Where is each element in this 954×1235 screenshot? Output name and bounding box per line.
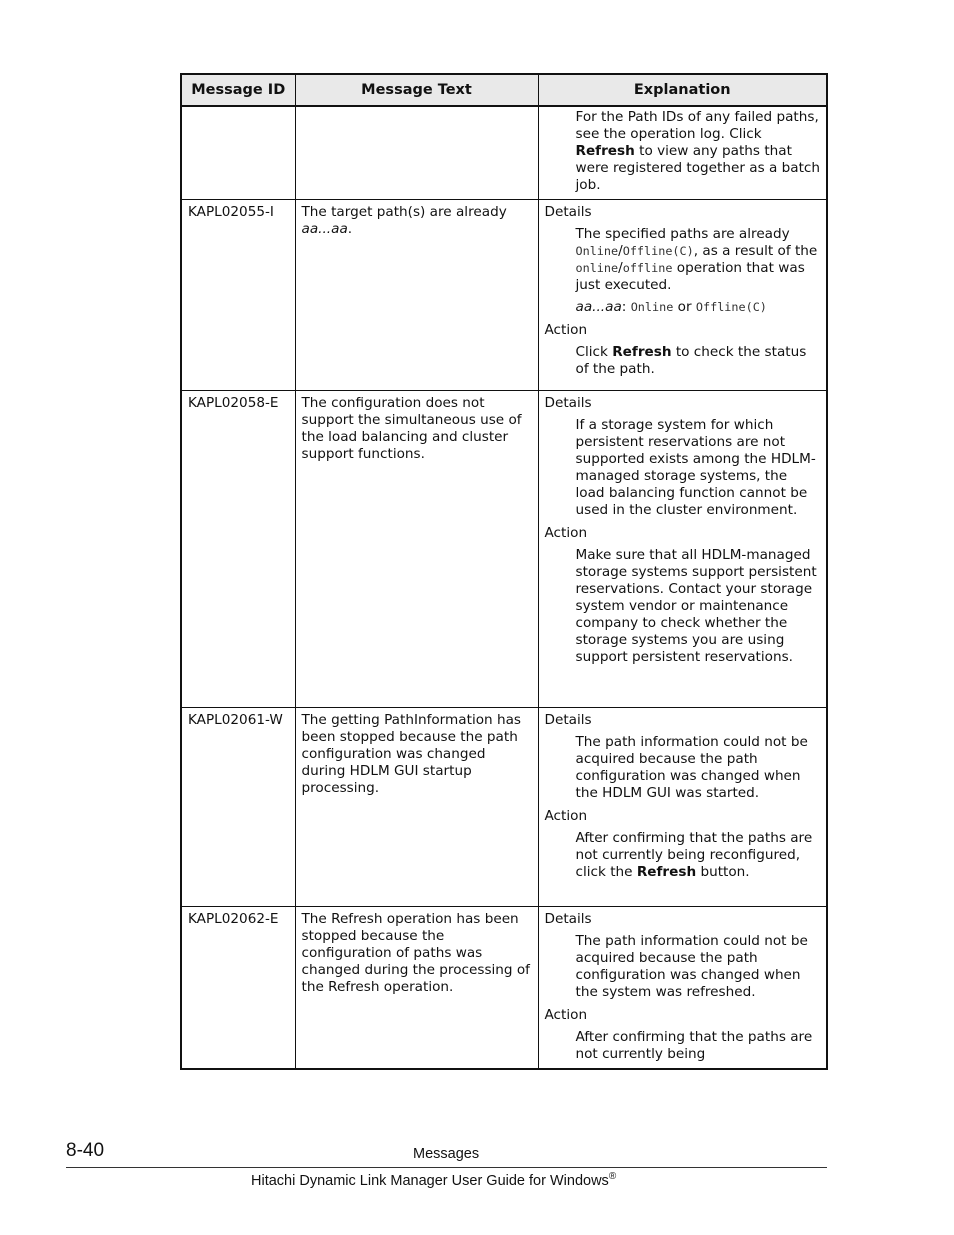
refresh-keyword: Refresh (612, 344, 672, 360)
action-paragraph: After confirming that the paths are not currently being reconfigured, click the Refresh button. (575, 830, 813, 880)
details-label: Details (544, 204, 592, 220)
header-message-text: Message Text (295, 74, 538, 106)
action-paragraph: Make sure that all HDLM-managed storage systems support persistent reservations. Contact your storage system vendor or maintenance company to check whether the storage systems you are using support persistent reservations. (575, 547, 817, 665)
variable-text: aa...aa (301, 221, 348, 237)
action-paragraph: Click Refresh to check the status of the path. (575, 344, 807, 377)
details-label: Details (544, 395, 592, 411)
cell-explanation (538, 106, 827, 200)
table-row (181, 391, 827, 708)
message-id: KAPL02055-I (181, 200, 295, 391)
message-id: KAPL02061-W (181, 708, 295, 907)
action-label: Action (544, 1007, 588, 1023)
table-header-row (181, 74, 827, 106)
message-text: The target path(s) are already aa...aa. (295, 200, 538, 391)
action-label: Action (544, 808, 588, 824)
explanation-paragraph: For the Path IDs of any failed paths, see the operation log. Click Refresh to view any paths that were registered together as a batch job. (575, 109, 821, 193)
cell-id (181, 106, 295, 200)
message-explanation (538, 200, 827, 391)
details-paragraph: The path information could not be acquired because the path configuration was changed when the system was refreshed. (575, 933, 808, 1000)
message-explanation (538, 907, 827, 1070)
table-row (181, 200, 827, 391)
message-text: The getting PathInformation has been stopped because the path configuration was changed during HDLM GUI startup processing. (295, 708, 538, 907)
header-message-id: Message ID (181, 74, 295, 106)
message-table (180, 73, 828, 1070)
page-number: 8-40 (66, 1140, 105, 1161)
message-text: The configuration does not support the simultaneous use of the load balancing and cluster support functions. (295, 391, 538, 708)
header-explanation: Explanation (538, 74, 827, 106)
cell-text (295, 106, 538, 200)
details-paragraph: The path information could not be acquired because the path configuration was changed when the HDLM GUI was started. (575, 734, 808, 801)
action-paragraph: After confirming that the paths are not currently being (575, 1029, 813, 1062)
message-explanation (538, 708, 827, 907)
footer-document-title: Hitachi Dynamic Link Manager User Guide for Windows® (251, 1171, 617, 1189)
details-paragraph: If a storage system for which persistent reservations are not supported exists among the HDLM-managed storage systems, the load balancing function cannot be used in the cluster environment. (575, 417, 816, 518)
refresh-keyword: Refresh (636, 864, 697, 880)
registered-mark: ® (608, 1171, 617, 1182)
details-paragraph: aa...aa: Online or Offline(C) (575, 299, 767, 315)
table-row (181, 907, 827, 1070)
message-id: KAPL02058-E (181, 391, 295, 708)
action-label: Action (544, 322, 588, 338)
table-row (181, 106, 827, 200)
details-paragraph: The specified paths are already Online/Offline(C), as a result of the online/offline operation that was just executed. (575, 226, 818, 293)
details-label: Details (544, 712, 592, 728)
details-label: Details (544, 911, 592, 927)
action-label: Action (544, 525, 588, 541)
message-text: The Refresh operation has been stopped because the configuration of paths was changed during the processing of the Refresh operation. (295, 907, 538, 1070)
footer-divider (66, 1167, 827, 1168)
footer-section-name: Messages (413, 1146, 480, 1162)
message-explanation (538, 391, 827, 708)
message-id: KAPL02062-E (181, 907, 295, 1070)
refresh-keyword: Refresh (575, 143, 635, 159)
table-row (181, 708, 827, 907)
